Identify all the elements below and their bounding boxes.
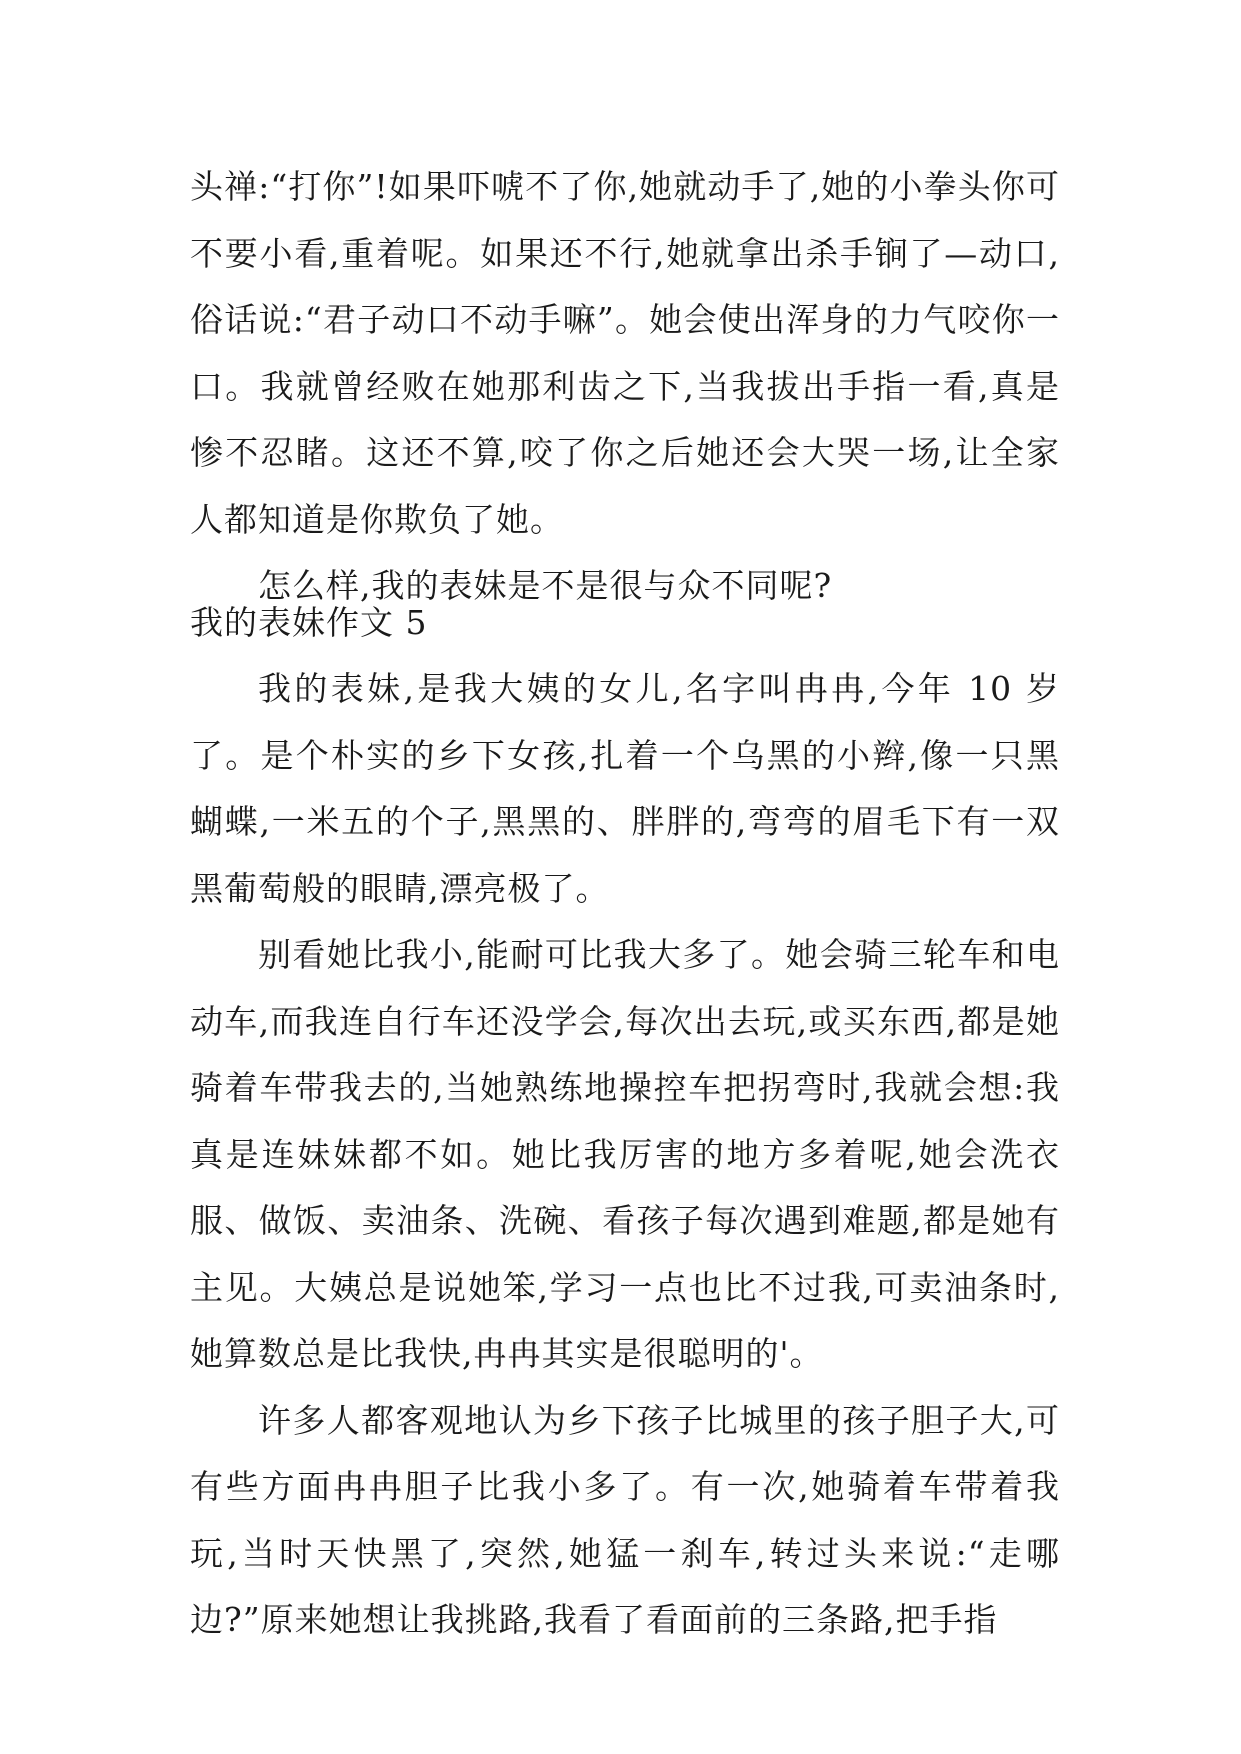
section-paragraph-abilities: 别看她比我小,能耐可比我大多了。她会骑三轮车和电动车,而我连自行车还没学会,每次出去玩,或买东西,都是她骑着车带我去的,当她熟练地操控车把拐弯时,我就会想:我真是连妹妹都不如。她比我厉害的地方多着呢,她会洗衣服、做饭、卖油条、洗碗、看孩子每次遇到难题,都是她有主见。大姨总是说她笨,学习一点也比不过我,可卖油条时,她算数总是比我快,冉冉其实是很聪明的'。	[190, 935, 1060, 1373]
section-paragraph-courage: 许多人都客观地认为乡下孩子比城里的孩子胆子大,可有些方面冉冉胆子比我小多了。有一次,她骑着车带着我玩,当时天快黑了,突然,她猛一刹车,转过头来说:“走哪边?”原来她想让我挑路,我看了看面前的三条路,把手指	[190, 1400, 1060, 1639]
continuation-text-block	[190, 154, 1060, 620]
continuation-paragraph: 头禅:“打你”!如果吓唬不了你,她就动手了,她的小拳头你可不要小看,重着呢。如果还不行,她就拿出杀手锏了—动口,俗话说:“君子动口不动手嘛”。她会使出浑身的力气咬你一口。我就曾经败在她那利齿之下,当我拔出手指一看,真是惨不忍睹。这还不算,咬了你之后她还会大哭一场,让全家人都知道是你欺负了她。	[190, 167, 1060, 539]
section-title: 我的表妹作文 5	[190, 603, 428, 642]
section-text-block	[190, 656, 1060, 1654]
section-heading-block	[190, 590, 1060, 657]
closing-question-paragraph: 怎么样,我的表妹是不是很与众不同呢?	[258, 566, 833, 605]
section-paragraph-intro: 我的表妹,是我大姨的女儿,名字叫冉冉,今年 10 岁了。是个朴实的乡下女孩,扎着一个乌黑的小辫,像一只黑蝴蝶,一米五的个子,黑黑的、胖胖的,弯弯的眉毛下有一双黑葡萄般的眼睛,漂亮极了。	[190, 669, 1060, 908]
